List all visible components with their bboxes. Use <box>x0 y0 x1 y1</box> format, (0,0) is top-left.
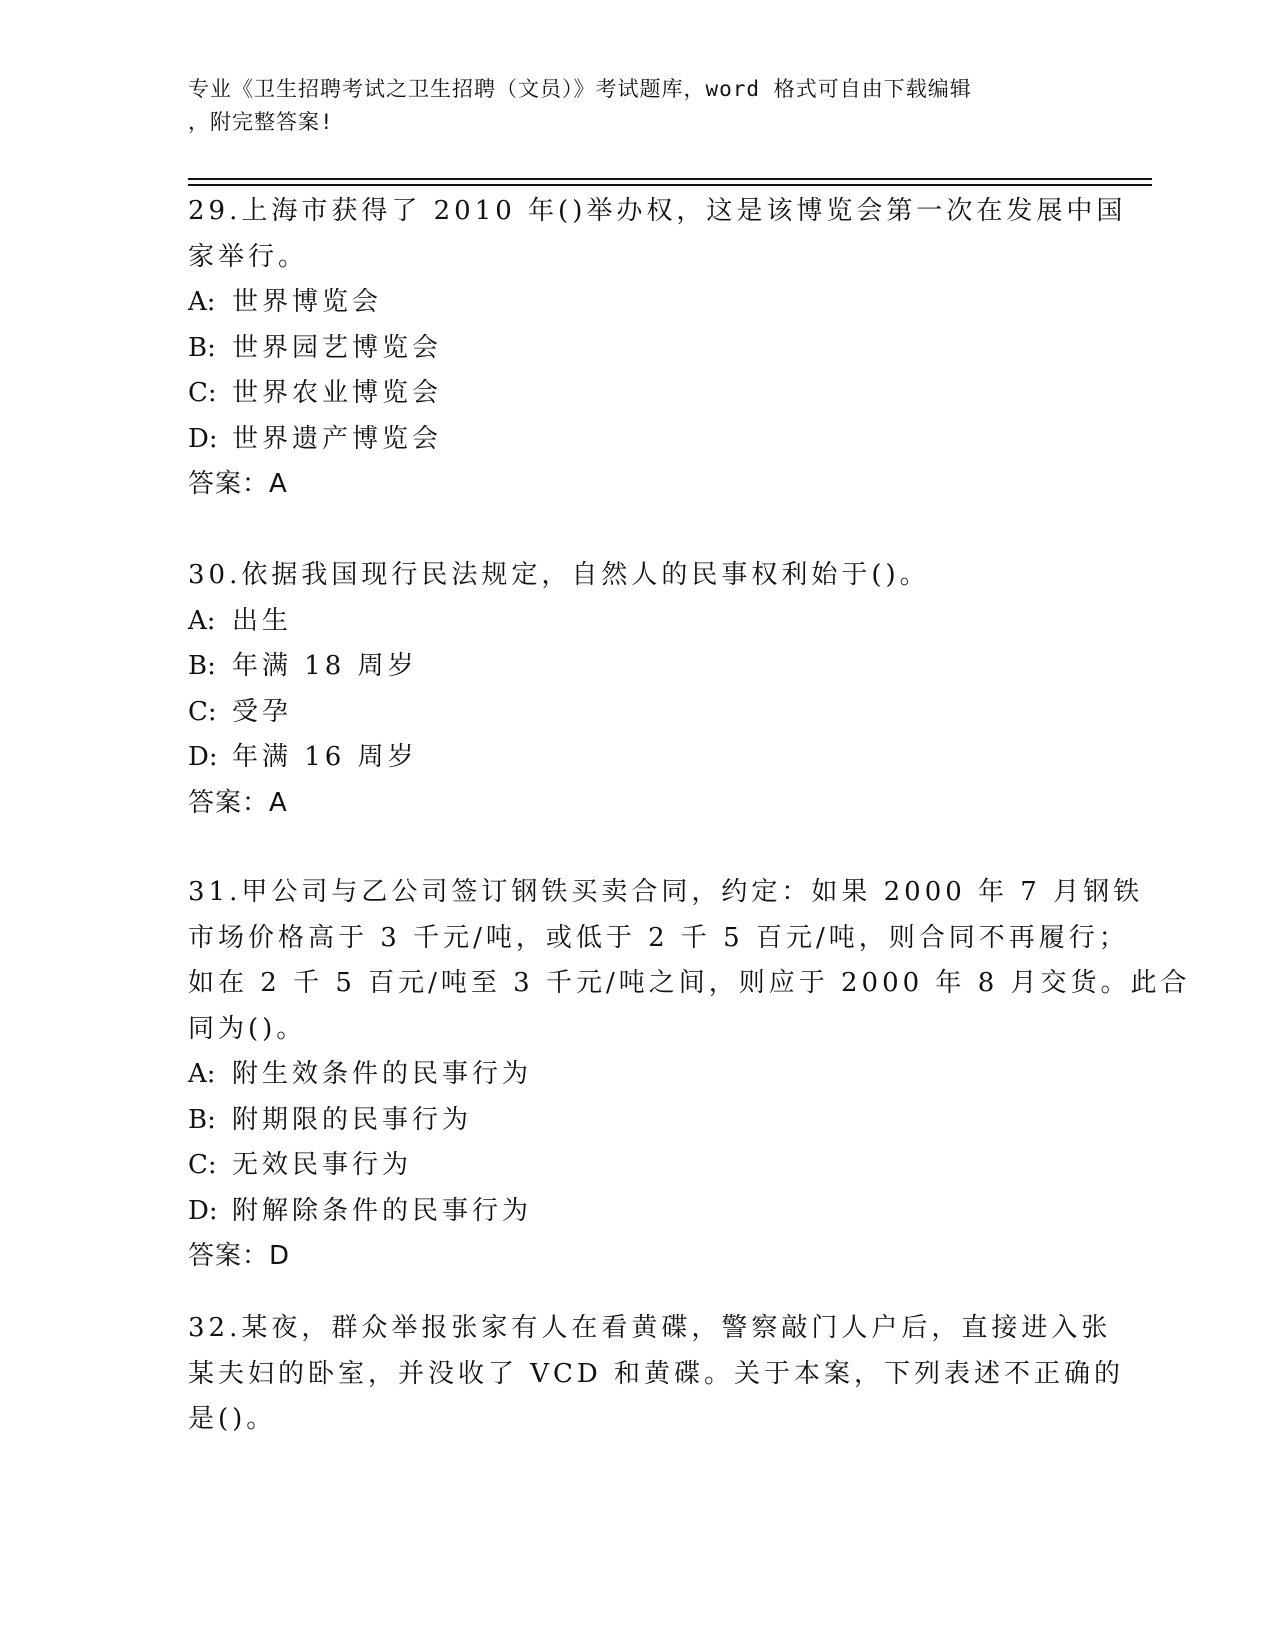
option-key: D: <box>188 742 218 772</box>
stem-line: 同为()。 <box>188 1013 307 1044</box>
option-key: C: <box>188 378 217 408</box>
question-31 <box>188 870 1191 1280</box>
stem-line: 家举行。 <box>188 241 309 272</box>
option-b <box>188 326 1088 372</box>
option-text: 出生 <box>232 605 293 636</box>
answer-line: 答案：A <box>188 787 288 818</box>
option-b <box>188 644 1088 690</box>
header-line-1: 专业《卫生招聘考试之卫生招聘（文员）》考试题库，word 格式可自由下载编辑 <box>188 77 972 101</box>
question-stem <box>188 870 1191 1052</box>
option-text: 受孕 <box>232 696 293 727</box>
option-a <box>188 280 1088 326</box>
option-key: D: <box>188 423 218 454</box>
stem-line: 如在 2 千 5 百元/吨至 3 千元/吨之间，则应于 2000 年 8 月交货。此合 <box>188 968 1191 998</box>
option-d <box>188 1189 1088 1235</box>
option-key: D: <box>188 1195 218 1226</box>
document-header <box>188 73 1068 139</box>
option-c <box>188 371 1088 417</box>
option-text: 附期限的民事行为 <box>232 1104 473 1135</box>
option-key: C: <box>188 696 217 727</box>
stem-line: 32.某夜，群众举报张家有人在看黄碟，警察敲门人户后，直接进入张 <box>188 1313 1112 1343</box>
answer-line: 答案：A <box>188 469 288 499</box>
stem-line: 30.依据我国现行民法规定，自然人的民事权利始于()。 <box>188 560 930 590</box>
option-text: 无效民事行为 <box>232 1150 413 1180</box>
option-d <box>188 417 1088 463</box>
header-divider-bottom <box>188 184 1152 186</box>
option-text: 世界农业博览会 <box>232 378 443 408</box>
option-d <box>188 735 1088 781</box>
option-c <box>188 690 1088 736</box>
option-text: 年满 16 周岁 <box>232 742 418 772</box>
stem-line: 29.上海市获得了 2010 年()举办权，这是该博览会第一次在发展中国 <box>188 196 1127 226</box>
question-32 <box>188 1306 1125 1443</box>
option-text: 附生效条件的民事行为 <box>232 1059 533 1089</box>
header-line-2: ，附完整答案! <box>188 110 334 134</box>
question-30 <box>188 553 1088 826</box>
option-key: A: <box>188 1059 216 1089</box>
option-c <box>188 1143 1088 1189</box>
question-stem <box>188 189 1127 280</box>
question-stem <box>188 553 1088 599</box>
option-text: 世界遗产博览会 <box>232 423 443 454</box>
answer-line: 答案：D <box>188 1241 291 1271</box>
option-text: 世界园艺博览会 <box>232 332 443 363</box>
option-key: B: <box>188 332 216 363</box>
option-a <box>188 1052 1088 1098</box>
option-key: A: <box>188 605 216 636</box>
question-stem <box>188 1306 1125 1443</box>
stem-line: 31.甲公司与乙公司签订钢铁买卖合同，约定：如果 2000 年 7 月钢铁 <box>188 877 1144 907</box>
stem-line: 是()。 <box>188 1404 277 1434</box>
option-key: C: <box>188 1150 217 1180</box>
option-key: A: <box>188 287 216 317</box>
header-divider-top <box>188 178 1152 180</box>
stem-line: 某夫妇的卧室，并没收了 VCD 和黄碟。关于本案，下列表述不正确的 <box>188 1358 1125 1389</box>
option-a <box>188 599 1088 645</box>
option-key: B: <box>188 651 216 681</box>
option-key: B: <box>188 1104 216 1135</box>
question-29 <box>188 189 1127 508</box>
stem-line: 市场价格高于 3 千元/吨，或低于 2 千 5 百元/吨，则合同不再履行； <box>188 922 1129 953</box>
option-text: 世界博览会 <box>232 287 383 317</box>
option-b <box>188 1098 1088 1144</box>
option-text: 年满 18 周岁 <box>232 651 418 681</box>
option-text: 附解除条件的民事行为 <box>232 1195 533 1226</box>
